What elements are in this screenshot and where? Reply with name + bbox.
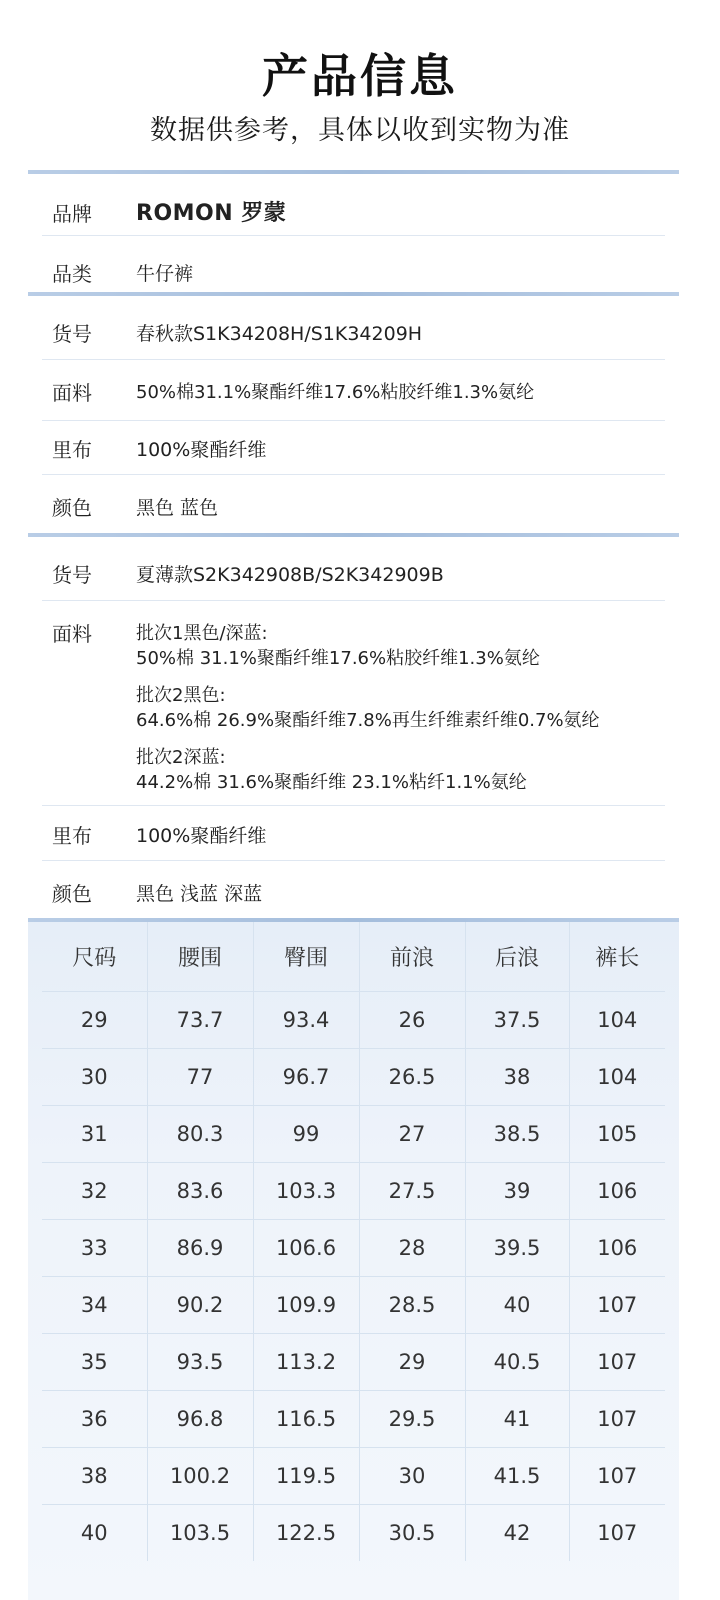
table-cell: 80.3 bbox=[147, 1106, 253, 1163]
table-cell: 77 bbox=[147, 1049, 253, 1106]
table-cell: 29 bbox=[42, 992, 147, 1049]
table-row bbox=[42, 1277, 665, 1334]
lining-label: 里布 bbox=[52, 824, 92, 848]
color-label: 颜色 bbox=[52, 496, 92, 520]
category-row bbox=[42, 236, 665, 292]
lining-value: 100%聚酯纤维 bbox=[136, 439, 267, 461]
table-cell: 83.6 bbox=[147, 1163, 253, 1220]
table-cell: 32 bbox=[42, 1163, 147, 1220]
fabric-batch2-navy-value: 44.2%棉 31.6%聚酯纤维 23.1%粘纤1.1%氨纶 bbox=[136, 772, 527, 793]
spring-item-row bbox=[42, 296, 665, 360]
table-cell: 27.5 bbox=[359, 1163, 465, 1220]
header-front-rise: 前浪 bbox=[359, 922, 465, 992]
table-cell: 35 bbox=[42, 1334, 147, 1391]
table-cell: 36 bbox=[42, 1391, 147, 1448]
table-cell: 38.5 bbox=[465, 1106, 569, 1163]
table-cell: 93.4 bbox=[253, 992, 359, 1049]
fabric-label: 面料 bbox=[52, 622, 92, 646]
summer-color-row bbox=[42, 861, 665, 919]
header-length: 裤长 bbox=[569, 922, 665, 992]
table-cell: 96.8 bbox=[147, 1391, 253, 1448]
table-cell: 105 bbox=[569, 1106, 665, 1163]
fabric-batch2-black-title: 批次2黑色: bbox=[136, 685, 226, 706]
table-cell: 38 bbox=[465, 1049, 569, 1106]
table-cell: 39 bbox=[465, 1163, 569, 1220]
item-no-value: 春秋款S1K34208H/S1K34209H bbox=[136, 323, 423, 345]
table-cell: 73.7 bbox=[147, 992, 253, 1049]
table-cell: 116.5 bbox=[253, 1391, 359, 1448]
header-hip: 臀围 bbox=[253, 922, 359, 992]
table-cell: 28 bbox=[359, 1220, 465, 1277]
table-cell: 99 bbox=[253, 1106, 359, 1163]
fabric-batch1-value: 50%棉 31.1%聚酯纤维17.6%粘胶纤维1.3%氨纶 bbox=[136, 648, 540, 669]
table-cell: 103.3 bbox=[253, 1163, 359, 1220]
table-cell: 26 bbox=[359, 992, 465, 1049]
page-title: 产品信息 bbox=[262, 49, 458, 103]
table-row bbox=[42, 1049, 665, 1106]
table-cell: 41 bbox=[465, 1391, 569, 1448]
table-row bbox=[42, 1220, 665, 1277]
table-cell: 103.5 bbox=[147, 1505, 253, 1562]
table-cell: 38 bbox=[42, 1448, 147, 1505]
table-cell: 113.2 bbox=[253, 1334, 359, 1391]
header-size: 尺码 bbox=[42, 922, 147, 992]
lining-value: 100%聚酯纤维 bbox=[136, 825, 267, 847]
item-no-label: 货号 bbox=[52, 322, 92, 346]
color-value: 黑色 浅蓝 深蓝 bbox=[136, 883, 263, 905]
table-cell: 29.5 bbox=[359, 1391, 465, 1448]
fabric-label: 面料 bbox=[52, 381, 92, 405]
table-cell: 122.5 bbox=[253, 1505, 359, 1562]
summer-lining-row bbox=[42, 806, 665, 861]
fabric-value: 50%棉31.1%聚酯纤维17.6%粘胶纤维1.3%氨纶 bbox=[136, 382, 535, 403]
fabric-batch2-black-value: 64.6%棉 26.9%聚酯纤维7.8%再生纤维素纤维0.7%氨纶 bbox=[136, 710, 600, 731]
spring-fabric-row bbox=[42, 360, 665, 421]
table-cell: 28.5 bbox=[359, 1277, 465, 1334]
table-cell: 42 bbox=[465, 1505, 569, 1562]
brand-row bbox=[42, 174, 665, 236]
fabric-batch1-title: 批次1黑色/深蓝: bbox=[136, 623, 268, 644]
table-cell: 86.9 bbox=[147, 1220, 253, 1277]
table-cell: 34 bbox=[42, 1277, 147, 1334]
table-row bbox=[42, 992, 665, 1049]
table-cell: 30 bbox=[359, 1448, 465, 1505]
table-row bbox=[42, 1334, 665, 1391]
table-cell: 30.5 bbox=[359, 1505, 465, 1562]
table-cell: 40 bbox=[465, 1277, 569, 1334]
table-cell: 100.2 bbox=[147, 1448, 253, 1505]
brand-logo: ROMON 罗蒙 bbox=[136, 201, 287, 226]
table-cell: 107 bbox=[597, 1521, 638, 1545]
table-row bbox=[42, 1391, 665, 1448]
table-cell: 107 bbox=[569, 1334, 665, 1391]
table-cell: 37.5 bbox=[465, 992, 569, 1049]
table-cell: 26.5 bbox=[359, 1049, 465, 1106]
table-cell: 27 bbox=[359, 1106, 465, 1163]
table-cell: 30 bbox=[42, 1049, 147, 1106]
brand-label: 品牌 bbox=[52, 202, 92, 226]
table-cell: 106 bbox=[569, 1163, 665, 1220]
table-cell: 40.5 bbox=[465, 1334, 569, 1391]
table-row bbox=[42, 1505, 665, 1562]
size-table bbox=[42, 922, 665, 1561]
color-label: 颜色 bbox=[52, 882, 92, 906]
table-cell: 96.7 bbox=[253, 1049, 359, 1106]
spring-color-row bbox=[42, 475, 665, 533]
color-value: 黑色 蓝色 bbox=[136, 497, 219, 519]
table-cell: 104 bbox=[569, 992, 665, 1049]
header-waist: 腰围 bbox=[147, 922, 253, 992]
item-no-value: 夏薄款S2K342908B/S2K342909B bbox=[136, 564, 444, 586]
table-cell: 39.5 bbox=[465, 1220, 569, 1277]
summer-item-row bbox=[42, 537, 665, 601]
table-cell: 109.9 bbox=[253, 1277, 359, 1334]
item-no-label: 货号 bbox=[52, 563, 92, 587]
table-cell: 33 bbox=[42, 1220, 147, 1277]
table-cell: 90.2 bbox=[147, 1277, 253, 1334]
table-cell: 31 bbox=[42, 1106, 147, 1163]
size-table-panel bbox=[28, 922, 679, 1600]
lining-label: 里布 bbox=[52, 438, 92, 462]
table-cell: 93.5 bbox=[147, 1334, 253, 1391]
page-subtitle: 数据供参考，具体以收到实物为准 bbox=[150, 115, 570, 146]
table-row bbox=[42, 1163, 665, 1220]
table-cell: 107 bbox=[569, 1277, 665, 1334]
table-row bbox=[42, 1106, 665, 1163]
fabric-batch2-navy-title: 批次2深蓝: bbox=[136, 747, 226, 768]
table-cell: 106.6 bbox=[253, 1220, 359, 1277]
table-cell: 41.5 bbox=[465, 1448, 569, 1505]
table-cell: 107 bbox=[569, 1391, 665, 1448]
spring-lining-row bbox=[42, 421, 665, 475]
category-label: 品类 bbox=[52, 262, 92, 286]
summer-fabric-row bbox=[42, 601, 665, 806]
table-cell: 119.5 bbox=[253, 1448, 359, 1505]
category-value: 牛仔裤 bbox=[136, 263, 194, 285]
table-cell: 40 bbox=[42, 1505, 147, 1562]
table-row bbox=[42, 1448, 665, 1505]
table-cell: 107 bbox=[569, 1448, 665, 1505]
table-cell: 29 bbox=[359, 1334, 465, 1391]
table-cell: 106 bbox=[569, 1220, 665, 1277]
size-table-header bbox=[42, 922, 665, 992]
header-back-rise: 后浪 bbox=[465, 922, 569, 992]
table-cell: 104 bbox=[569, 1049, 665, 1106]
